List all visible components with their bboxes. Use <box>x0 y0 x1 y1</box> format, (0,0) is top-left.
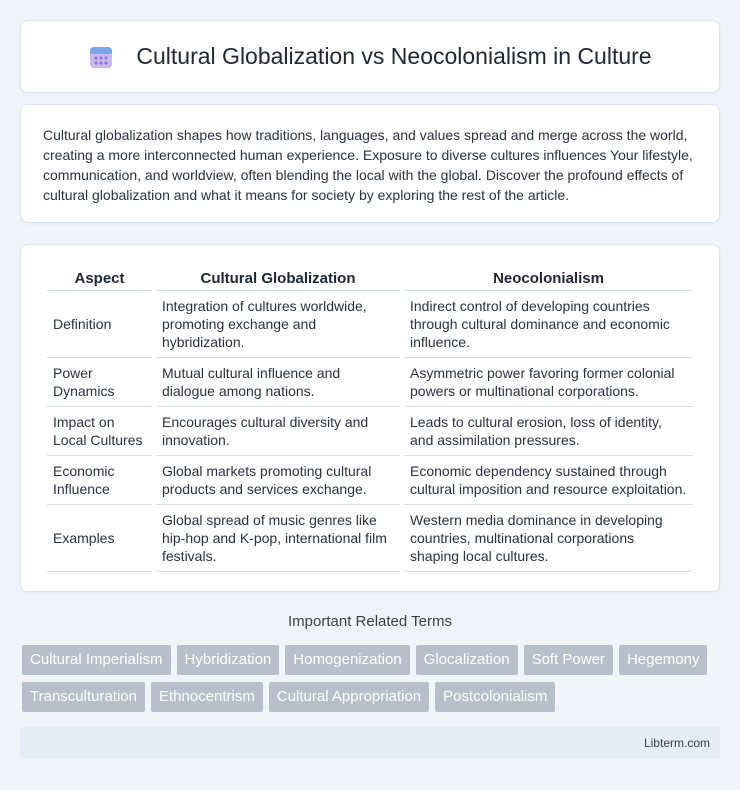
table-row <box>47 291 693 358</box>
table-row <box>47 456 693 505</box>
footer-site-link[interactable]: Libterm.com <box>643 736 710 750</box>
related-term-tag[interactable]: Glocalization <box>416 645 518 675</box>
related-terms-list <box>22 645 722 712</box>
related-term-tag[interactable]: Hegemony <box>619 645 708 675</box>
row-neocolonialism: Western media dominance in developing countries, multinational corporations shaping local cultures. <box>404 505 693 572</box>
row-neocolonialism: Asymmetric power favoring former colonial powers or multinational corporations. <box>404 358 693 407</box>
intro-text: Cultural globalization shapes how traditions, languages, and values spread and merge across the world, creating a more interconnected human experience. Exposure to diverse cultures influences Your lifestyle, communication, and worldview, often blending the local with the global. Discover the profound effects of cultural globalization and what it means for society by exploring the rest of the article. <box>43 127 693 203</box>
row-globalization: Encourages cultural diversity and innovation. <box>156 407 400 456</box>
page-title: Cultural Globalization vs Neocolonialism in Culture <box>136 43 652 69</box>
table-row <box>47 358 693 407</box>
header-card <box>20 20 720 93</box>
row-aspect: Examples <box>47 505 152 572</box>
table-row <box>47 407 693 456</box>
row-neocolonialism: Leads to cultural erosion, loss of identity, and assimilation pressures. <box>404 407 693 456</box>
related-term-tag[interactable]: Cultural Appropriation <box>269 682 429 712</box>
row-aspect: Power Dynamics <box>47 358 152 407</box>
row-aspect: Definition <box>47 291 152 358</box>
header-aspect: Aspect <box>47 265 152 291</box>
row-neocolonialism: Indirect control of developing countries through cultural dominance and economic influence. <box>404 291 693 358</box>
table-row <box>47 505 693 572</box>
related-term-tag[interactable]: Homogenization <box>285 645 409 675</box>
row-globalization: Mutual cultural influence and dialogue among nations. <box>156 358 400 407</box>
row-aspect: Impact on Local Cultures <box>47 407 152 456</box>
comparison-table <box>43 265 697 572</box>
related-term-tag[interactable]: Ethnocentrism <box>151 682 263 712</box>
table-header-row <box>47 265 693 291</box>
related-term-tag[interactable]: Hybridization <box>177 645 280 675</box>
footer <box>20 727 720 759</box>
calendar-icon <box>88 44 114 70</box>
related-term-tag[interactable]: Soft Power <box>524 645 613 675</box>
row-globalization: Global markets promoting cultural products and services exchange. <box>156 456 400 505</box>
intro-card <box>20 104 720 223</box>
related-term-tag[interactable]: Transculturation <box>22 682 145 712</box>
related-term-tag[interactable]: Cultural Imperialism <box>22 645 171 675</box>
row-globalization: Global spread of music genres like hip-hop and K-pop, international film festivals. <box>156 505 400 572</box>
related-terms-title: Important Related Terms <box>288 613 452 630</box>
row-aspect: Economic Influence <box>47 456 152 505</box>
comparison-table-card <box>20 244 720 592</box>
related-term-tag[interactable]: Postcolonialism <box>435 682 555 712</box>
row-neocolonialism: Economic dependency sustained through cultural imposition and resource exploitation. <box>404 456 693 505</box>
header-neocolonialism: Neocolonialism <box>404 265 693 291</box>
row-globalization: Integration of cultures worldwide, promoting exchange and hybridization. <box>156 291 400 358</box>
header-cultural-globalization: Cultural Globalization <box>156 265 400 291</box>
